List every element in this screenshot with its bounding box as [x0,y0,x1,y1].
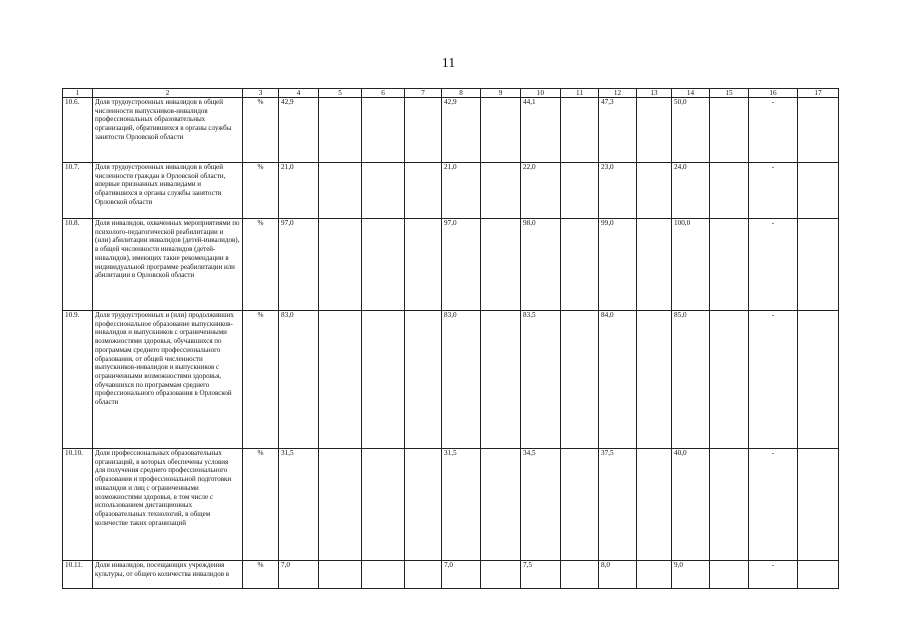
value-cell: 9,0 [672,561,710,589]
value-cell: 84,0 [599,311,637,449]
value-cell [481,163,521,219]
table-row [63,219,839,311]
value-cell [710,98,749,163]
value-cell: - [749,163,798,219]
header-cell: 16 [749,89,798,98]
table-row [63,163,839,219]
header-cell: 9 [481,89,521,98]
row-number: 10.10. [63,449,93,561]
indicator-name: Доля трудоустроенных инвалидов в общей численности граждан в Орловской области, впервые признанных инвалидами и обратившихся в органы службы занятости Орловской области [93,163,243,219]
value-cell [362,98,405,163]
value-cell: 7,0 [279,561,319,589]
value-cell [561,219,599,311]
value-cell [481,311,521,449]
header-cell: 2 [93,89,243,98]
value-cell [798,163,839,219]
header-cell: 3 [243,89,279,98]
value-cell [481,98,521,163]
value-cell [362,449,405,561]
value-cell [405,449,442,561]
header-cell: 13 [637,89,672,98]
value-cell: 21,0 [442,163,481,219]
indicator-name: Доля инвалидов, охваченных мероприятиями по психолого-педагогической реабилитации и (или) абилитации инвалидов (детей-инвалидов), в общей численности инвалидов (детей-инвалидов), имеющих такие рекомендации в индивидуальной программе реабилитации или абилитации в Орловской области [93,219,243,311]
value-cell [637,98,672,163]
value-cell: 31,5 [279,449,319,561]
row-number: 10.9. [63,311,93,449]
value-cell: 34,5 [521,449,561,561]
value-cell [319,98,362,163]
value-cell [319,219,362,311]
value-cell: 22,0 [521,163,561,219]
table-row [63,561,839,589]
value-cell [405,98,442,163]
value-cell [362,163,405,219]
header-cell: 1 [63,89,93,98]
value-cell: 7,0 [442,561,481,589]
value-cell: 21,0 [279,163,319,219]
value-cell: 99,0 [599,219,637,311]
header-cell: 14 [672,89,710,98]
value-cell [561,561,599,589]
row-number: 10.8. [63,219,93,311]
header-cell: 11 [561,89,599,98]
value-cell [637,219,672,311]
value-cell: - [749,561,798,589]
value-cell [561,311,599,449]
header-cell: 15 [710,89,749,98]
value-cell [798,219,839,311]
value-cell: 44,1 [521,98,561,163]
value-cell [561,98,599,163]
header-row [63,89,839,98]
value-cell [481,561,521,589]
value-cell [405,219,442,311]
value-cell [319,561,362,589]
value-cell [637,163,672,219]
indicator-name: Доля профессиональных образовательных организаций, в которых обеспечены условия для получения среднего профессионального образования и профессиональной подготовки инвалидов и лиц с ограниченными возможностями здоровья, в том числе с использованием дистанционных образовательных технологий, в общем количестве таких организаций [93,449,243,561]
value-cell: - [749,98,798,163]
value-cell: 98,0 [521,219,561,311]
unit-cell: % [243,219,279,311]
value-cell: 47,3 [599,98,637,163]
header-cell: 5 [319,89,362,98]
page-number: 11 [441,56,456,71]
value-cell [319,163,362,219]
value-cell [319,449,362,561]
indicator-name: Доля трудоустроенных инвалидов в общей численности выпускников-инвалидов профессиональных образовательных организаций, обратившихся в органы службы занятости Орловской области [93,98,243,163]
value-cell [362,561,405,589]
value-cell: 83,0 [442,311,481,449]
value-cell: 83,5 [521,311,561,449]
value-cell [561,449,599,561]
value-cell: 23,0 [599,163,637,219]
header-cell: 8 [442,89,481,98]
value-cell: 8,0 [599,561,637,589]
value-cell: 85,0 [672,311,710,449]
value-cell [710,219,749,311]
value-cell: 37,5 [599,449,637,561]
value-cell [710,163,749,219]
value-cell: 40,0 [672,449,710,561]
value-cell [481,449,521,561]
value-cell [362,219,405,311]
header-cell: 17 [798,89,839,98]
indicators-table [62,88,839,589]
value-cell: 50,0 [672,98,710,163]
value-cell: 24,0 [672,163,710,219]
value-cell [710,311,749,449]
value-cell [798,449,839,561]
value-cell [405,311,442,449]
value-cell: 97,0 [279,219,319,311]
value-cell [798,311,839,449]
header-cell: 12 [599,89,637,98]
value-cell [405,163,442,219]
unit-cell: % [243,449,279,561]
indicator-name: Доля трудоустроенных и (или) продолживших профессиональное образование выпускников-инвалидов и выпускников с ограниченными возможностями здоровья, обучавшихся по программам среднего профессионального образования, от общей численности выпускников-инвалидов и выпускников с ограниченными возможностями здоровья, обучавшихся по программам среднего профессионального образования в Орловской области [93,311,243,449]
value-cell [798,561,839,589]
table-row [63,449,839,561]
value-cell: 42,9 [442,98,481,163]
value-cell: 100,0 [672,219,710,311]
unit-cell: % [243,311,279,449]
value-cell: 97,0 [442,219,481,311]
table-row [63,311,839,449]
value-cell [798,98,839,163]
value-cell: 7,5 [521,561,561,589]
value-cell: 42,9 [279,98,319,163]
indicator-name: Доля инвалидов, посещающих учреждения культуры, от общего количества инвалидов в [93,561,243,589]
table-row [63,98,839,163]
value-cell [637,311,672,449]
unit-cell: % [243,163,279,219]
header-cell: 7 [405,89,442,98]
unit-cell: % [243,98,279,163]
unit-cell: % [243,561,279,589]
value-cell [637,449,672,561]
value-cell [319,311,362,449]
value-cell: 83,0 [279,311,319,449]
value-cell [710,449,749,561]
row-number: 10.7. [63,163,93,219]
value-cell: - [749,311,798,449]
header-cell: 6 [362,89,405,98]
header-cell: 10 [521,89,561,98]
value-cell: - [749,449,798,561]
row-number: 10.11. [63,561,93,589]
value-cell [637,561,672,589]
value-cell: - [749,219,798,311]
value-cell: 31,5 [442,449,481,561]
value-cell [405,561,442,589]
value-cell [481,219,521,311]
value-cell [561,163,599,219]
value-cell [362,311,405,449]
row-number: 10.6. [63,98,93,163]
value-cell [710,561,749,589]
header-cell: 4 [279,89,319,98]
